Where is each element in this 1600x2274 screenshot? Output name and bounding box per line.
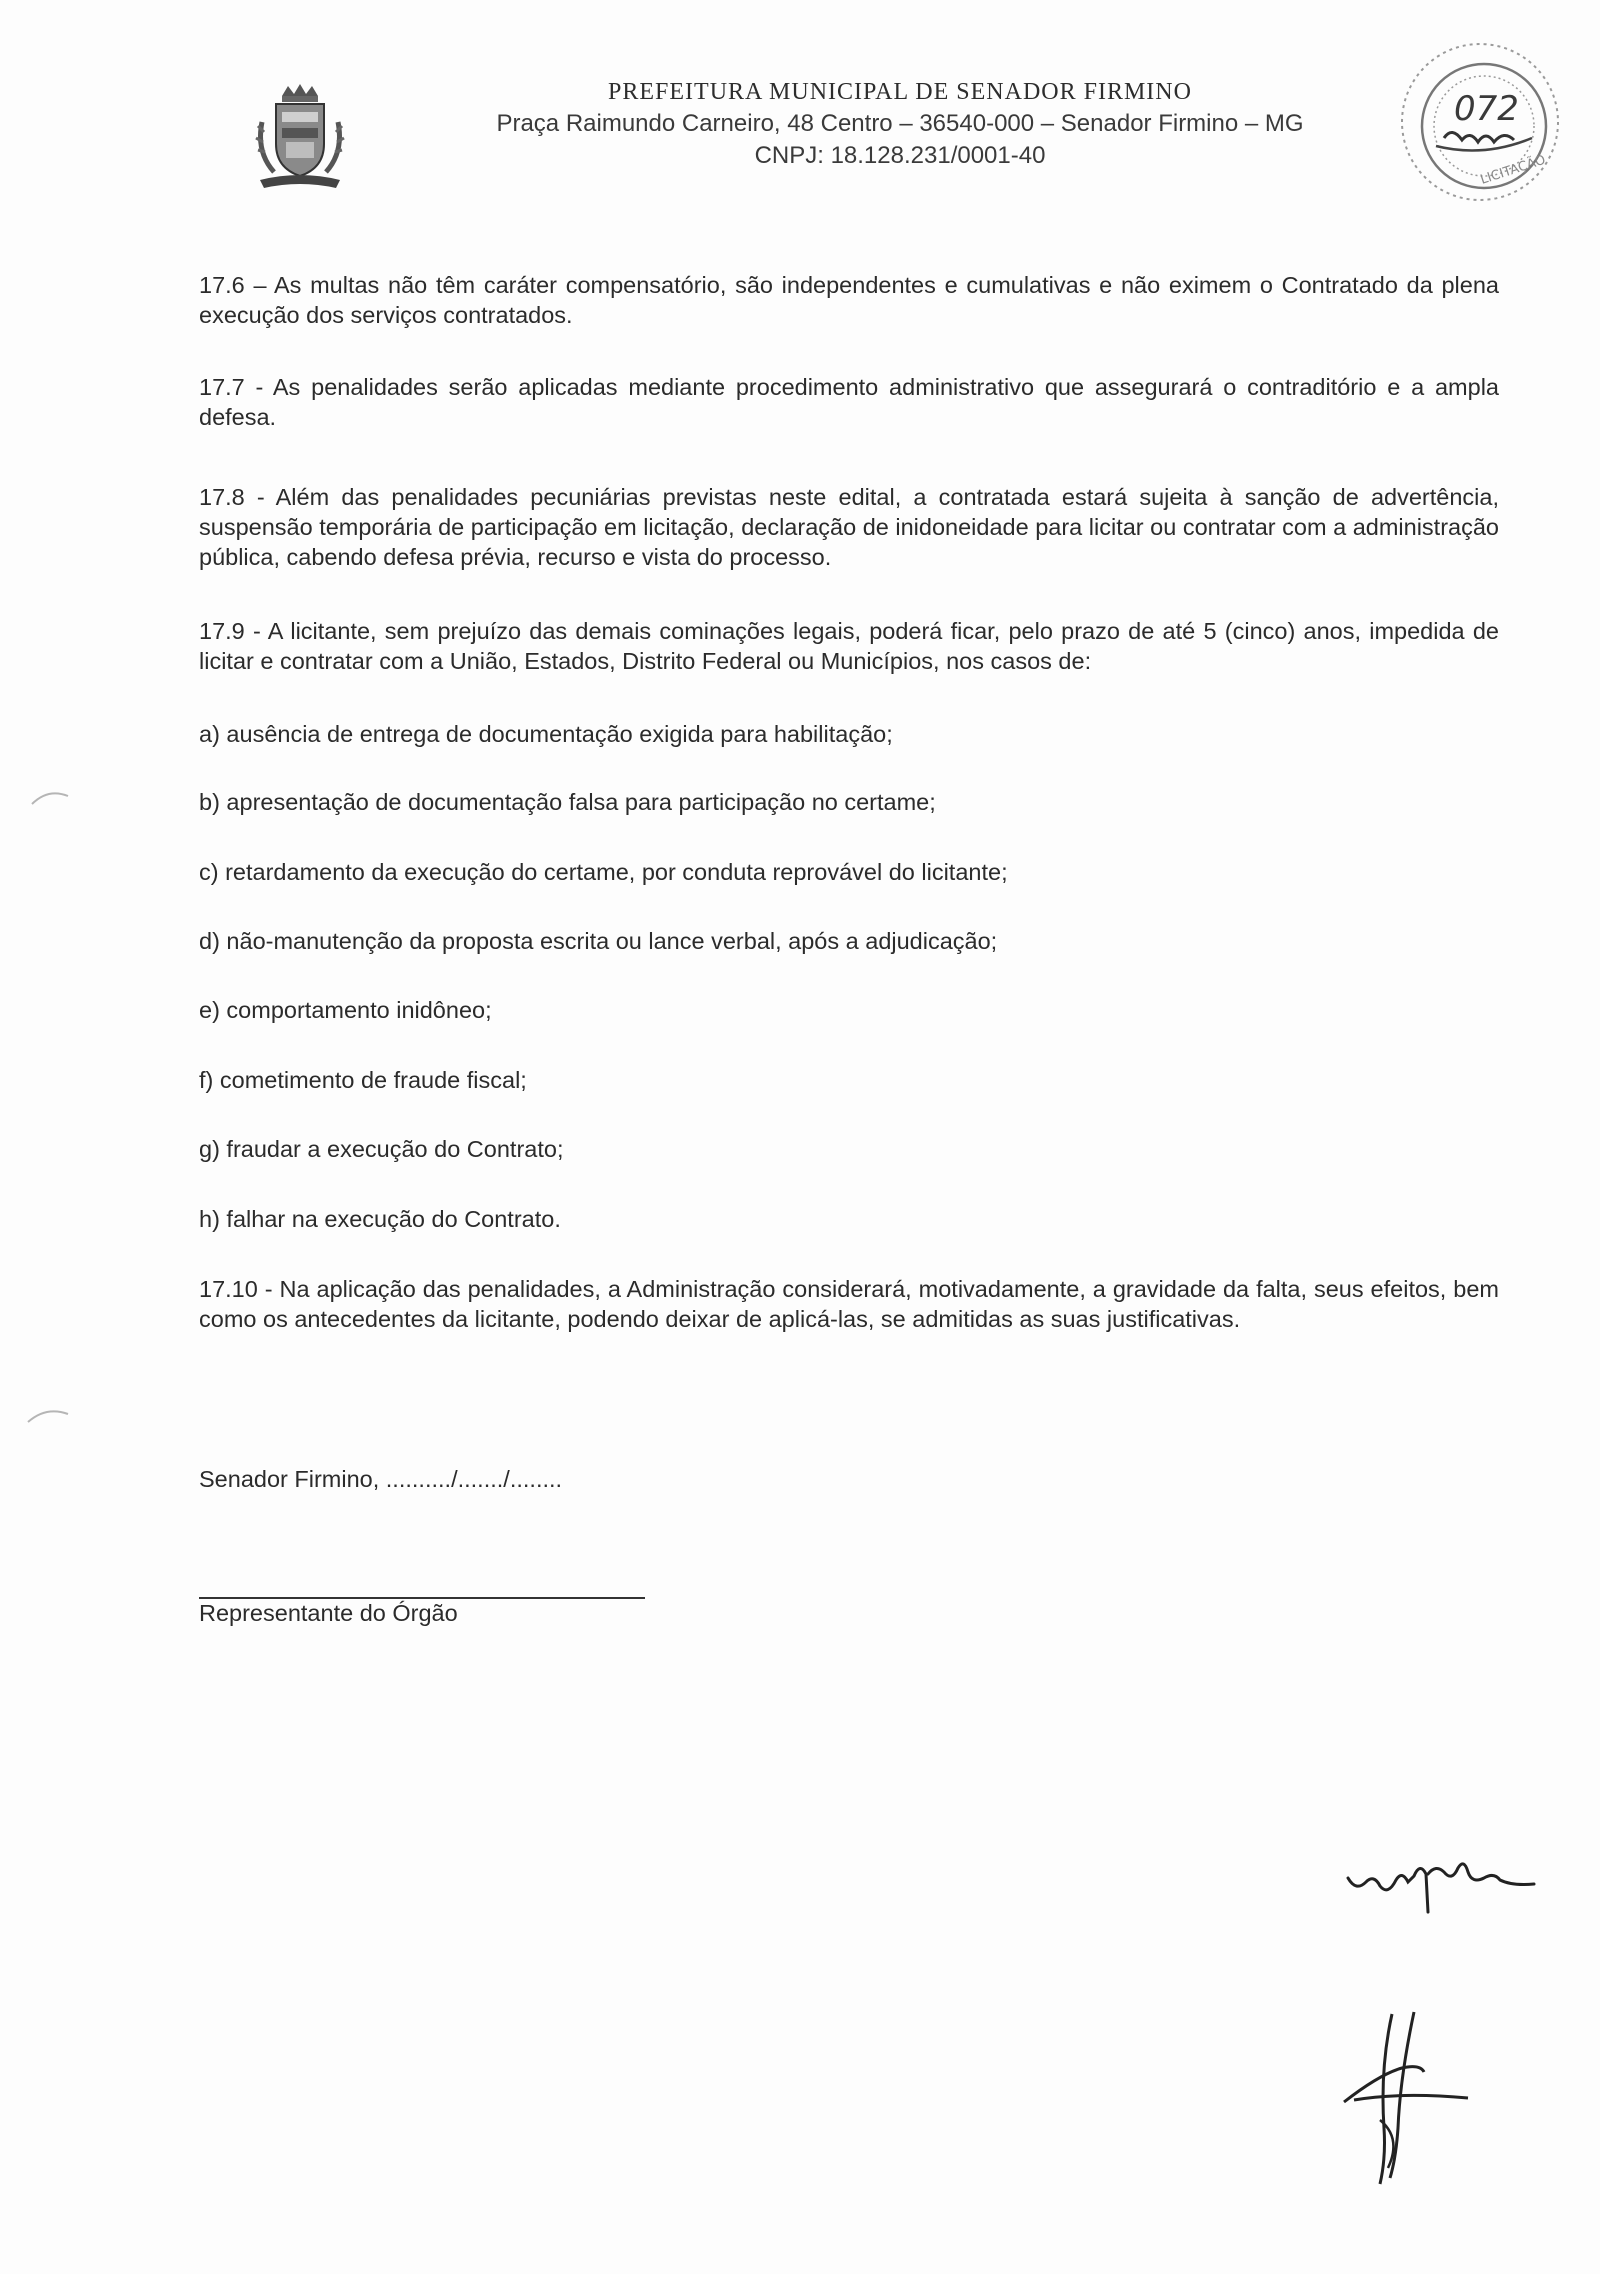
list-item-g: g) fraudar a execução do Contrato;	[199, 1136, 564, 1162]
list-item-f: f) cometimento de fraude fiscal;	[199, 1067, 527, 1093]
handwritten-initials-icon	[1344, 1838, 1540, 1928]
paragraph-17-9: 17.9 - A licitante, sem prejuízo das demais cominações legais, poderá ficar, pelo prazo de até 5 (cinco) anos, impedida de licitar e contratar com a União, Estados, Distrito Federal ou Municípios, nos casos de:	[199, 618, 1499, 674]
paragraph-17-6: 17.6 – As multas não têm caráter compensatório, são independentes e cumulativas e não eximem o Contratado da plena execução dos serviços contratados.	[199, 272, 1499, 328]
list-item-a: a) ausência de entrega de documentação exigida para habilitação;	[199, 721, 893, 747]
header-address: Praça Raimundo Carneiro, 48 Centro – 36540-000 – Senador Firmino – MG	[496, 110, 1304, 137]
list-item-b: b) apresentação de documentação falsa para participação no certame;	[199, 789, 936, 815]
paragraph-17-10: 17.10 - Na aplicação das penalidades, a Administração considerará, motivadamente, a gravidade da falta, seus efeitos, bem como os antecedentes da licitante, podendo deixar de aplicá-las, se admitidas as suas justificativas.	[199, 1276, 1499, 1332]
signature-label: Representante do Órgão	[199, 1600, 458, 1626]
coat-of-arms-icon	[252, 82, 348, 192]
licitacao-stamp-icon	[1392, 34, 1568, 210]
stamp-label: LICITAÇÃO	[1478, 152, 1548, 188]
list-item-e: e) comportamento inidôneo;	[199, 997, 492, 1023]
handwritten-signature-icon	[1340, 2008, 1470, 2188]
place-date-line: Senador Firmino, ........../......./........	[199, 1466, 563, 1492]
header-cnpj: CNPJ: 18.128.231/0001-40	[754, 142, 1046, 169]
letterhead	[0, 0, 1600, 200]
scan-edge-mark-icon	[30, 786, 70, 806]
list-item-c: c) retardamento da execução do certame, por conduta reprovável do licitante;	[199, 859, 1008, 885]
header-title: PREFEITURA MUNICIPAL DE SENADOR FIRMINO	[608, 79, 1192, 105]
list-item-d: d) não-manutenção da proposta escrita ou lance verbal, após a adjudicação;	[199, 928, 998, 954]
scan-edge-mark-icon	[26, 1404, 70, 1424]
stamp-number: 072	[1454, 89, 1519, 129]
paragraph-17-7: 17.7 - As penalidades serão aplicadas mediante procedimento administrativo que assegurará o contraditório e a ampla defesa.	[199, 374, 1499, 430]
letterhead-text	[400, 76, 1400, 172]
paragraph-17-8: 17.8 - Além das penalidades pecuniárias previstas neste edital, a contratada estará sujeita à sanção de advertência, suspensão temporária de participação em licitação, declaração de inidoneidade para licitar ou contratar com a administração pública, cabendo defesa prévia, recurso e vista do processo.	[199, 484, 1499, 570]
signature-line	[199, 1597, 645, 1599]
list-item-h: h) falhar na execução do Contrato.	[199, 1206, 561, 1232]
